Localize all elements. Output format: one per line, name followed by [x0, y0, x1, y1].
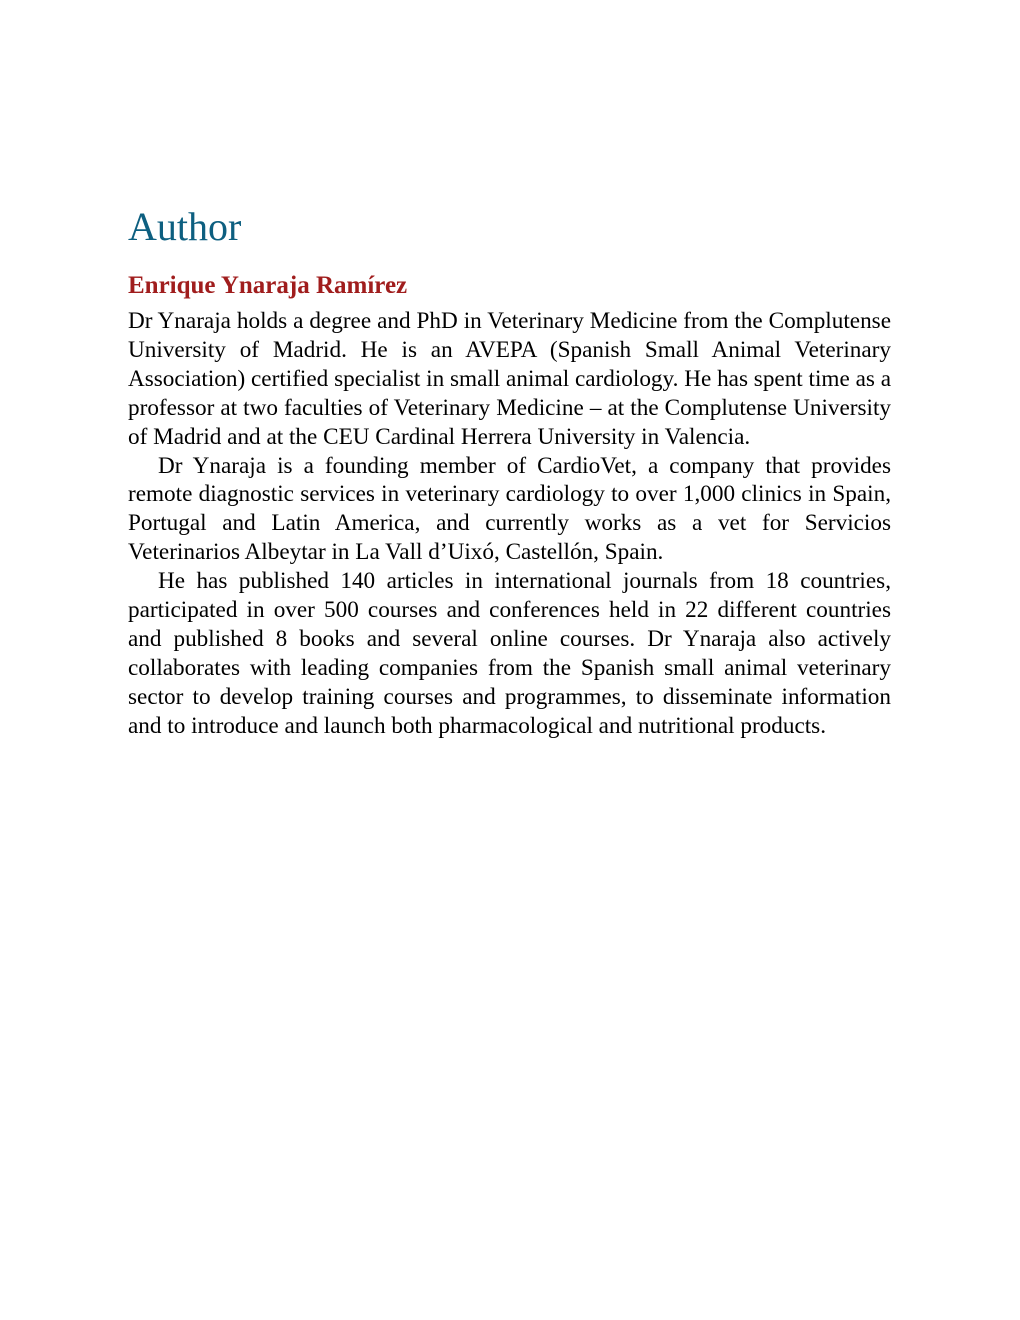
author-page: [128, 196, 891, 741]
section-heading: Author: [128, 204, 242, 249]
bio-paragraph-3: He has published 140 articles in international journals from 18 countries, participated in over 500 courses and conferences held in 22 different countries and published 8 books and several online courses. Dr Ynaraja also actively collaborates with leading companies from the Spanish small animal veterinary sector to develop training courses and programmes, to disseminate information and to introduce and launch both pharmacological and nutritional products.: [128, 568, 891, 739]
bio-paragraph-1: Dr Ynaraja holds a degree and PhD in Veterinary Medicine from the Complutense University of Madrid. He is an AVEPA (Spanish Small Animal Veterinary Association) certified specialist in small animal cardiology. He has spent time as a professor at two faculties of Veterinary Medicine – at the Complutense University of Madrid and at the CEU Cardinal Herrera University in Valencia.: [128, 308, 891, 450]
author-biography: [128, 307, 891, 741]
author-name: Enrique Ynaraja Ramírez: [128, 272, 408, 299]
bio-paragraph-2: Dr Ynaraja is a founding member of CardioVet, a company that provides remote diagnostic services in veterinary cardiology to over 1,000 clinics in Spain, Portugal and Latin America, and currently works as a vet for Servicios Veterinarios Albeytar in La Vall d’Uixó, Castellón, Spain.: [128, 452, 891, 566]
